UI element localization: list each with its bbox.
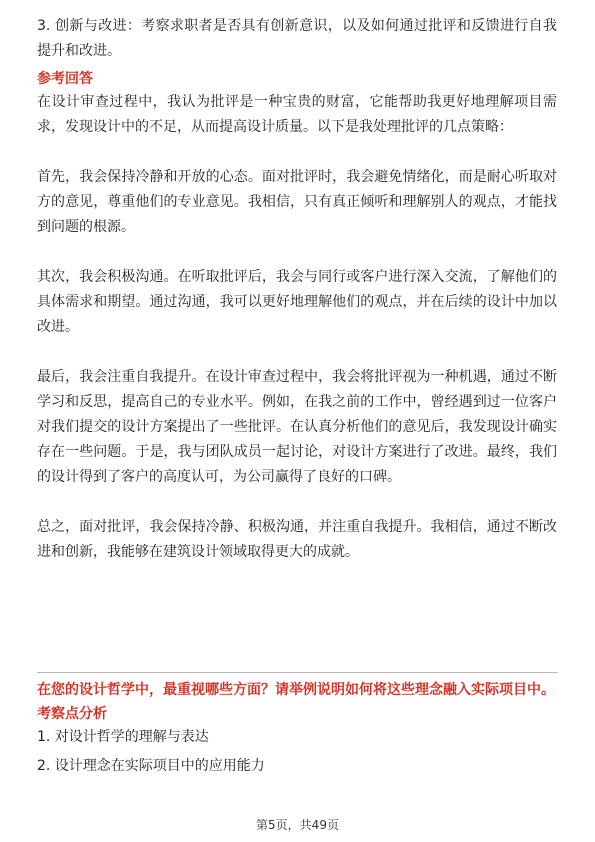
page-number: 第5页，共49页 [256, 818, 339, 832]
paragraph-gap [37, 490, 557, 515]
document-page [37, 14, 557, 565]
answer-paragraph-2: 其次，我会积极沟通。在听取批评后，我会与同行或客户进行深入交流，了解他们的具体需求和期望。通过沟通，我可以更好地理解他们的观点，并在后续的设计中加以改进。 [37, 269, 557, 335]
answer-paragraph-3: 最后，我会注重自我提升。在设计审查过程中，我会将批评视为一种机遇，通过不断学习和反思，提高自己的专业水平。例如，在我之前的工作中，曾经遇到过一位客户对我们提交的设计方案提出了一些批评。在认真分析他们的意见后，我发现设计确实存在一些问题。于是，我与团队成员一起讨论，对设计方案进行了改进。最终，我们的设计得到了客户的高度认可，为公司赢得了良好的口碑。 [37, 369, 557, 485]
criterion-item-3: 3. 创新与改进：考察求职者是否具有创新意识，以及如何通过批评和反馈进行自我提升和改进。 [37, 18, 557, 59]
analysis-heading: 考察点分析 [37, 706, 107, 722]
answer-intro: 在设计审查过程中，我认为批评是一种宝贵的财富，它能帮助我更好地理解项目需求，发现设计中的不足，从而提高设计质量。以下是我处理批评的几点策略： [37, 94, 557, 135]
answer-conclusion: 总之，面对批评，我会保持冷静、积极沟通，并注重自我提升。我相信，通过不断改进和创新，我能够在建筑设计领域取得更大的成就。 [37, 519, 557, 560]
section-divider [37, 672, 558, 673]
answer-paragraph-1: 首先，我会保持冷静和开放的心态。面对批评时，我会避免情绪化，而是耐心听取对方的意见，尊重他们的专业意见。我相信，只有真正倾听和理解别人的观点，才能找到问题的根源。 [37, 169, 557, 235]
answer-section [37, 68, 557, 565]
next-question-section [37, 680, 557, 779]
paragraph-gap [37, 140, 557, 165]
question-title: 在您的设计哲学中，最重视哪些方面？请举例说明如何将这些理念融入实际项目中。 [37, 682, 555, 698]
answer-heading: 参考回答 [37, 71, 93, 87]
paragraph-gap [37, 240, 557, 265]
analysis-item-2: 2. 设计理念在实际项目中的应用能力 [37, 758, 265, 774]
paragraph-gap [37, 340, 557, 365]
analysis-item-1: 1. 对设计哲学的理解与表达 [37, 729, 209, 745]
